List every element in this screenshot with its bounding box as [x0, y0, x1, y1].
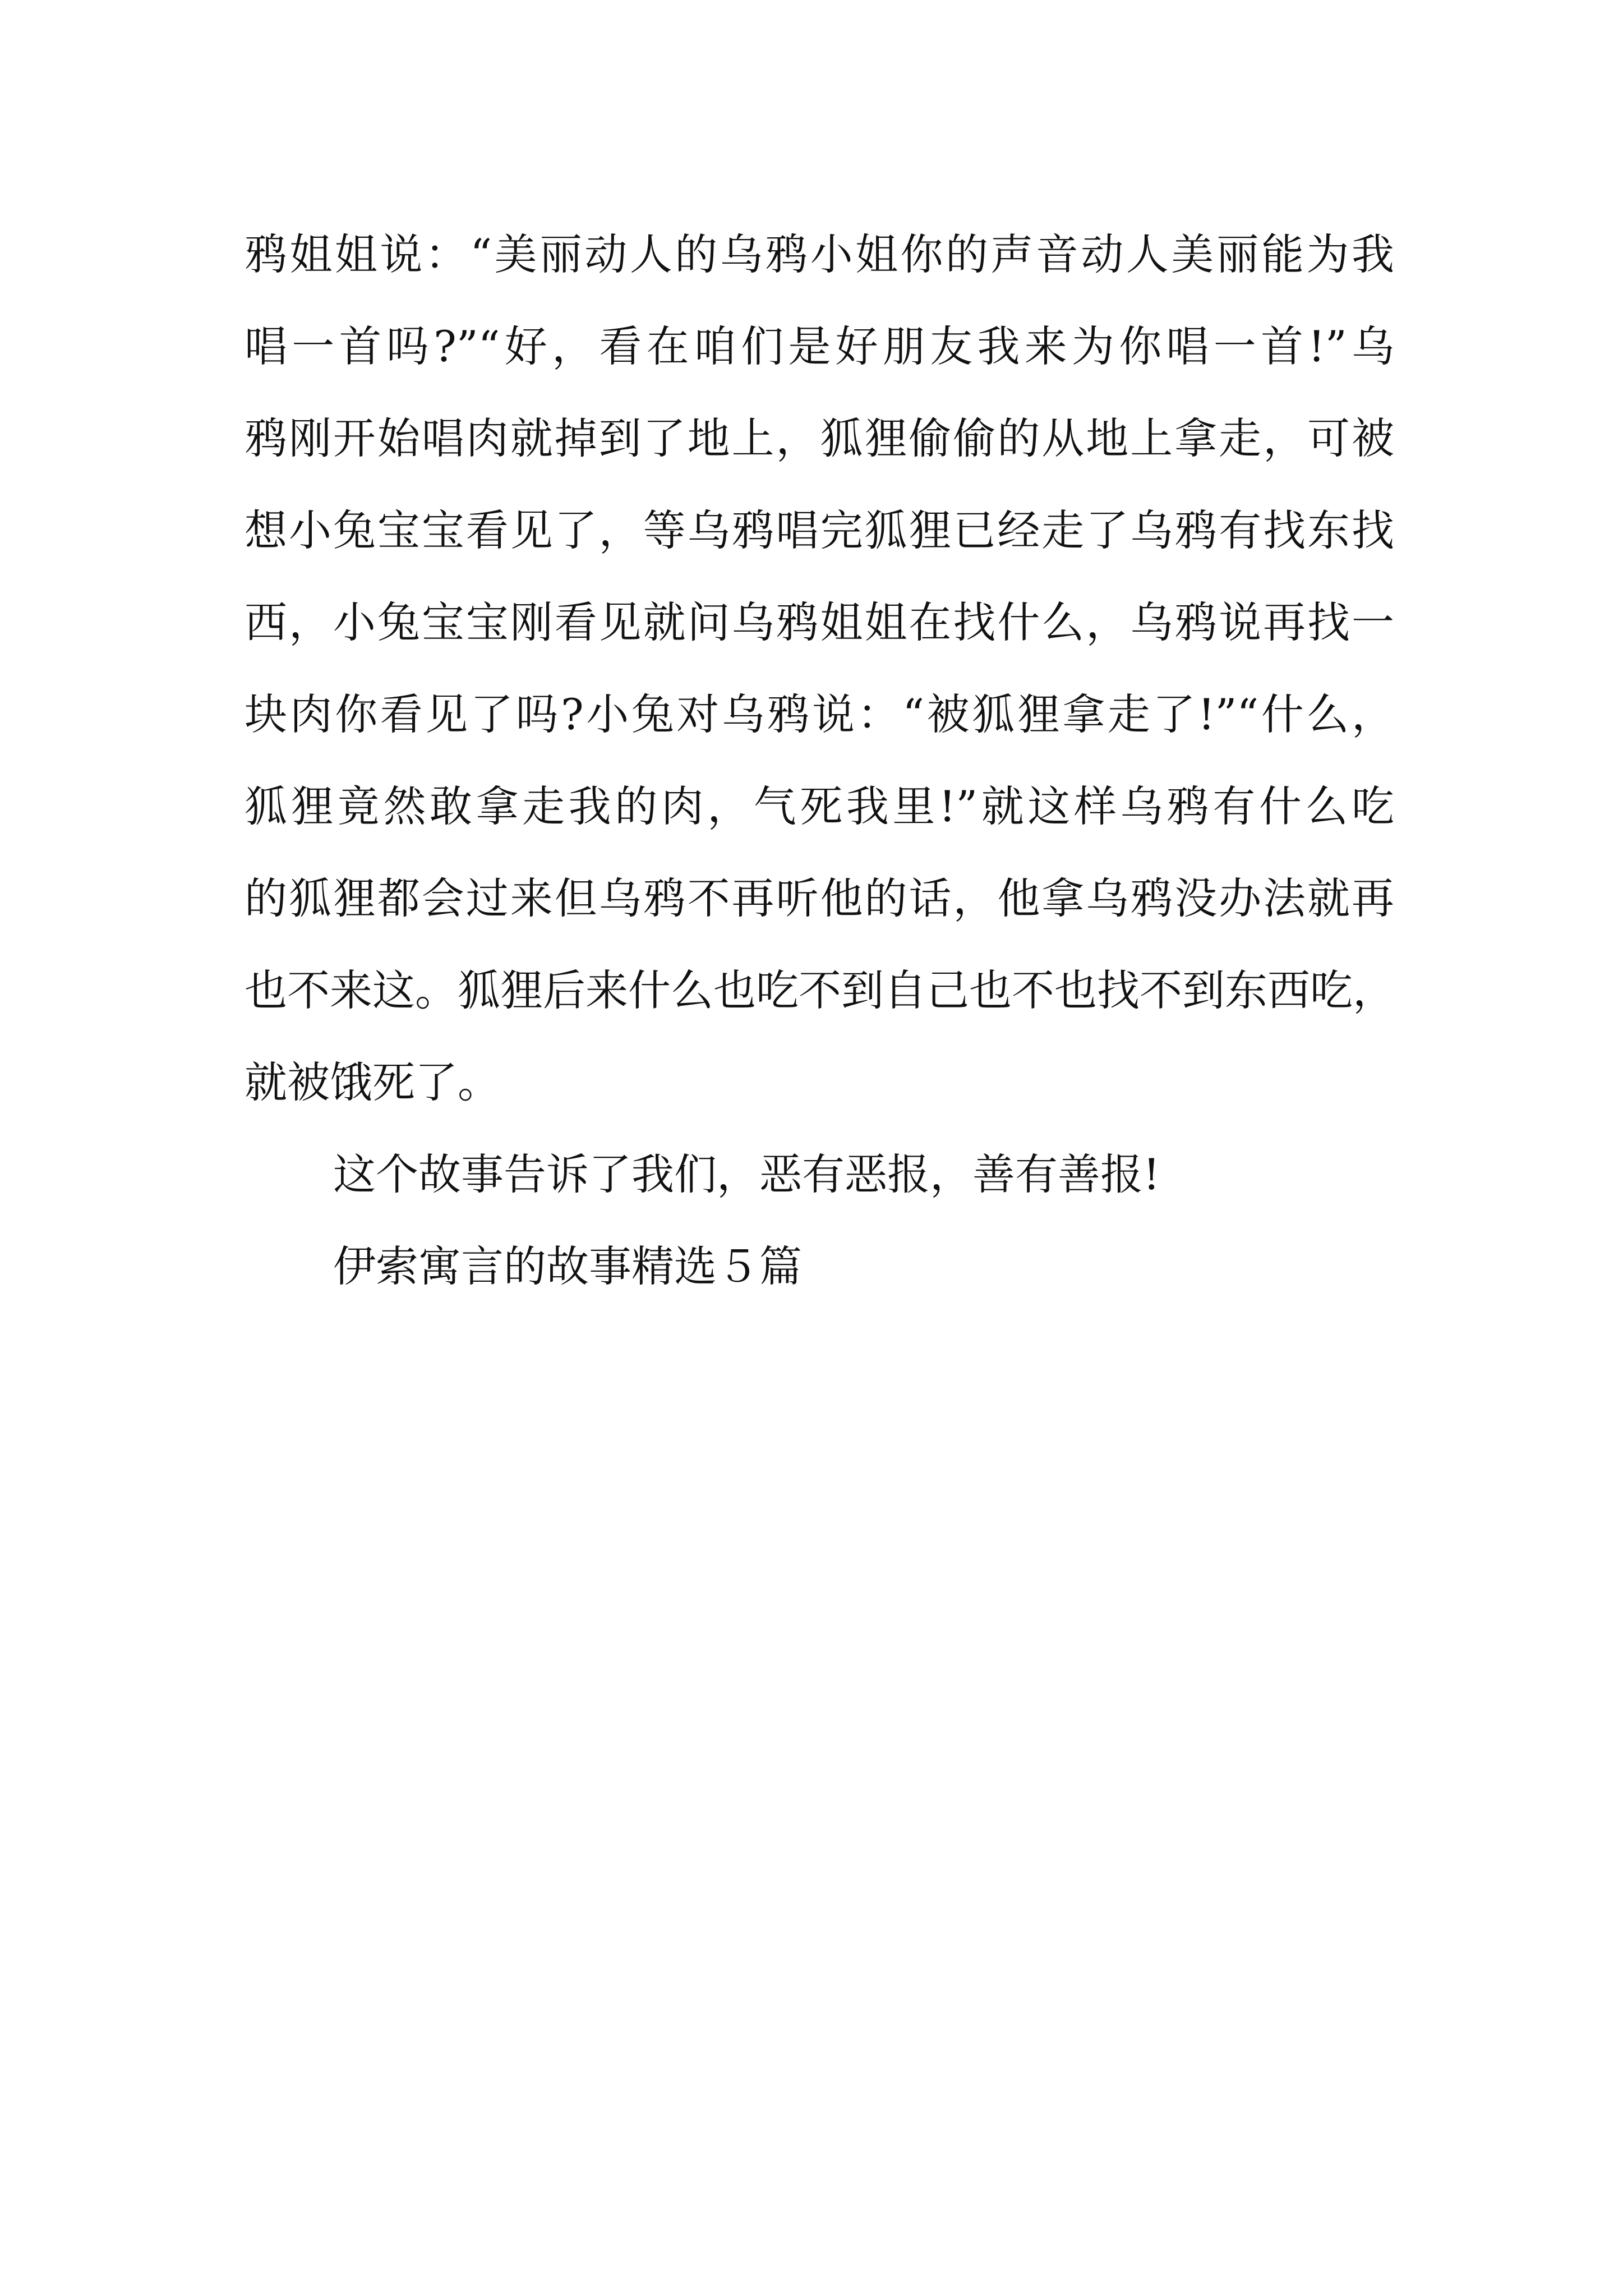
- paragraph-line: 也不来这。狐狸后来什么也吃不到自己也不也找不到东西吃，: [245, 965, 1395, 1015]
- paragraph-line: 西，小兔宝宝刚看见就问乌鸦姐姐在找什么，乌鸦说再找一: [245, 597, 1394, 647]
- document-body: [245, 209, 1394, 1313]
- paragraph-line: 狐狸竟然敢拿走我的肉，气死我里!”就这样乌鸦有什么吃: [245, 781, 1394, 831]
- paragraph-line: 鸦刚开始唱肉就掉到了地上，狐狸偷偷的从地上拿走，可被: [245, 413, 1394, 463]
- paragraph-line: 唱一首吗?”“好，看在咱们是好朋友我来为你唱一首!”乌: [245, 321, 1394, 371]
- moral-paragraph: 这个故事告诉了我们，恶有恶报，善有善报!: [333, 1149, 1160, 1199]
- story-paragraph: [245, 209, 1394, 1129]
- paragraph-line: 想小兔宝宝看见了，等乌鸦唱完狐狸已经走了乌鸦有找东找: [245, 505, 1394, 555]
- paragraph-line: 块肉你看见了吗?小兔对乌鸦说：“被狐狸拿走了!”“什么，: [245, 689, 1394, 739]
- paragraph-line: 鸦姐姐说：“美丽动人的乌鸦小姐你的声音动人美丽能为我: [245, 229, 1394, 279]
- paragraph-line: 就被饿死了。: [245, 1057, 500, 1107]
- section-heading: 伊索寓言的故事精选５篇: [333, 1241, 802, 1291]
- paragraph-line: 的狐狸都会过来但乌鸦不再听他的话，他拿乌鸦没办法就再: [245, 873, 1394, 923]
